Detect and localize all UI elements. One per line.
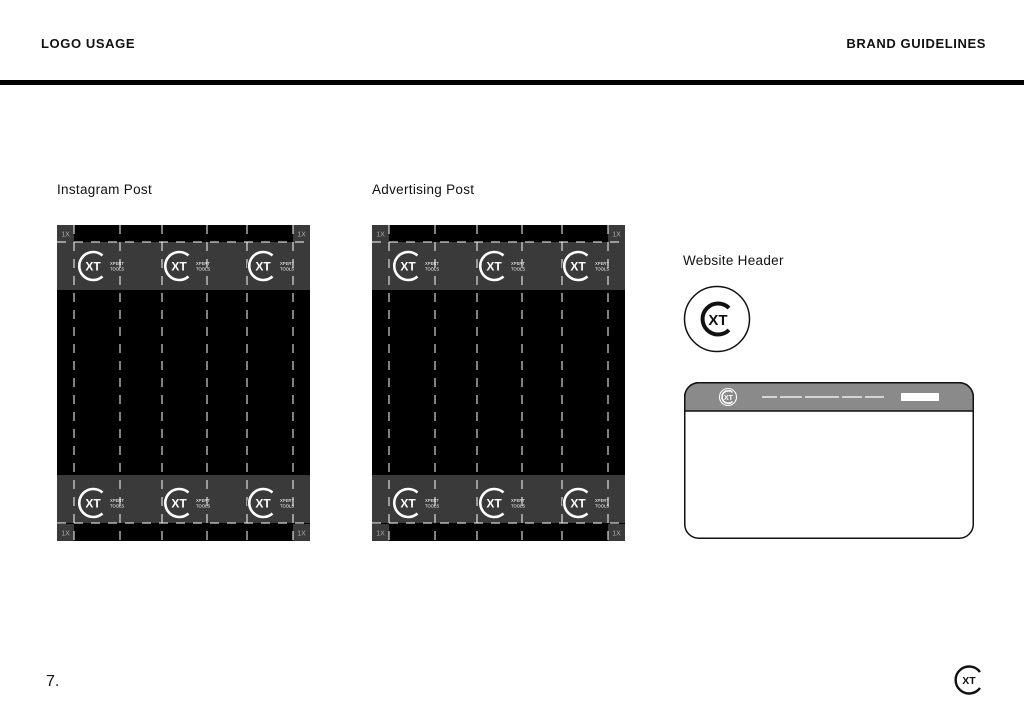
svg-text:XPERT: XPERT	[511, 261, 525, 266]
svg-text:XPERT: XPERT	[196, 261, 210, 266]
svg-text:TOOLS: TOOLS	[511, 503, 526, 509]
svg-text:XT: XT	[171, 496, 187, 511]
svg-text:TOOLS: TOOLS	[280, 266, 295, 272]
svg-text:TOOLS: TOOLS	[425, 266, 440, 272]
svg-text:XT: XT	[486, 259, 502, 274]
browser-window-mockup	[684, 382, 974, 539]
svg-text:TOOLS: TOOLS	[425, 503, 440, 509]
page-number: 7.	[46, 673, 60, 690]
svg-text:XPERT: XPERT	[511, 498, 525, 503]
svg-text:TOOLS: TOOLS	[595, 266, 610, 272]
svg-text:XT: XT	[85, 259, 101, 274]
spacing-unit-text: 1X	[376, 231, 385, 239]
spacing-unit-box	[293, 524, 310, 541]
svg-text:XT: XT	[570, 259, 586, 274]
svg-text:TOOLS: TOOLS	[595, 503, 610, 509]
spacing-unit-text: 1X	[297, 231, 306, 239]
spacing-unit-box	[372, 524, 389, 541]
spacing-unit-text: 1X	[612, 530, 621, 538]
website-header-logo-icon	[683, 285, 751, 353]
browser-nav-button	[901, 393, 939, 401]
svg-text:XT: XT	[400, 496, 416, 511]
svg-text:XT: XT	[171, 259, 187, 274]
spacing-unit-text: 1X	[61, 231, 70, 239]
website-header-label: Website Header	[683, 253, 784, 268]
svg-text:XPERT: XPERT	[280, 261, 294, 266]
instagram-post-label: Instagram Post	[57, 182, 152, 197]
document-title: BRAND GUIDELINES	[846, 36, 986, 51]
header-divider	[0, 80, 1024, 85]
spacing-unit-box	[57, 524, 74, 541]
svg-text:XT: XT	[85, 496, 101, 511]
svg-text:XPERT: XPERT	[110, 498, 124, 503]
spacing-unit-text: 1X	[612, 231, 621, 239]
svg-text:XPERT: XPERT	[280, 498, 294, 503]
svg-text:TOOLS: TOOLS	[511, 266, 526, 272]
svg-text:TOOLS: TOOLS	[110, 266, 125, 272]
svg-text:TOOLS: TOOLS	[196, 266, 211, 272]
spacing-unit-box	[293, 225, 310, 242]
svg-text:XPERT: XPERT	[595, 498, 609, 503]
spacing-unit-text: 1X	[376, 530, 385, 538]
svg-text:XT: XT	[724, 394, 733, 402]
spacing-unit-text: 1X	[297, 530, 306, 538]
svg-text:XT: XT	[255, 259, 271, 274]
svg-text:XPERT: XPERT	[425, 498, 439, 503]
svg-text:XT: XT	[400, 259, 416, 274]
svg-text:XT: XT	[962, 675, 976, 687]
svg-text:XT: XT	[486, 496, 502, 511]
svg-text:XT: XT	[570, 496, 586, 511]
svg-text:TOOLS: TOOLS	[196, 503, 211, 509]
svg-text:TOOLS: TOOLS	[280, 503, 295, 509]
footer-logo-icon	[953, 664, 985, 696]
spacing-unit-box	[372, 225, 389, 242]
logo-mark-text: XT	[708, 312, 728, 329]
spacing-unit-box	[608, 524, 625, 541]
advertising-post-label: Advertising Post	[372, 182, 475, 197]
spacing-unit-text: 1X	[61, 530, 70, 538]
svg-text:XPERT: XPERT	[425, 261, 439, 266]
svg-text:TOOLS: TOOLS	[110, 503, 125, 509]
spacing-unit-box	[608, 225, 625, 242]
svg-text:XPERT: XPERT	[196, 498, 210, 503]
advertising-post-mockup	[372, 225, 625, 541]
section-title: LOGO USAGE	[41, 36, 136, 51]
spacing-unit-box	[57, 225, 74, 242]
svg-text:XPERT: XPERT	[110, 261, 124, 266]
svg-text:XPERT: XPERT	[595, 261, 609, 266]
instagram-post-mockup	[57, 225, 310, 541]
svg-text:XT: XT	[255, 496, 271, 511]
